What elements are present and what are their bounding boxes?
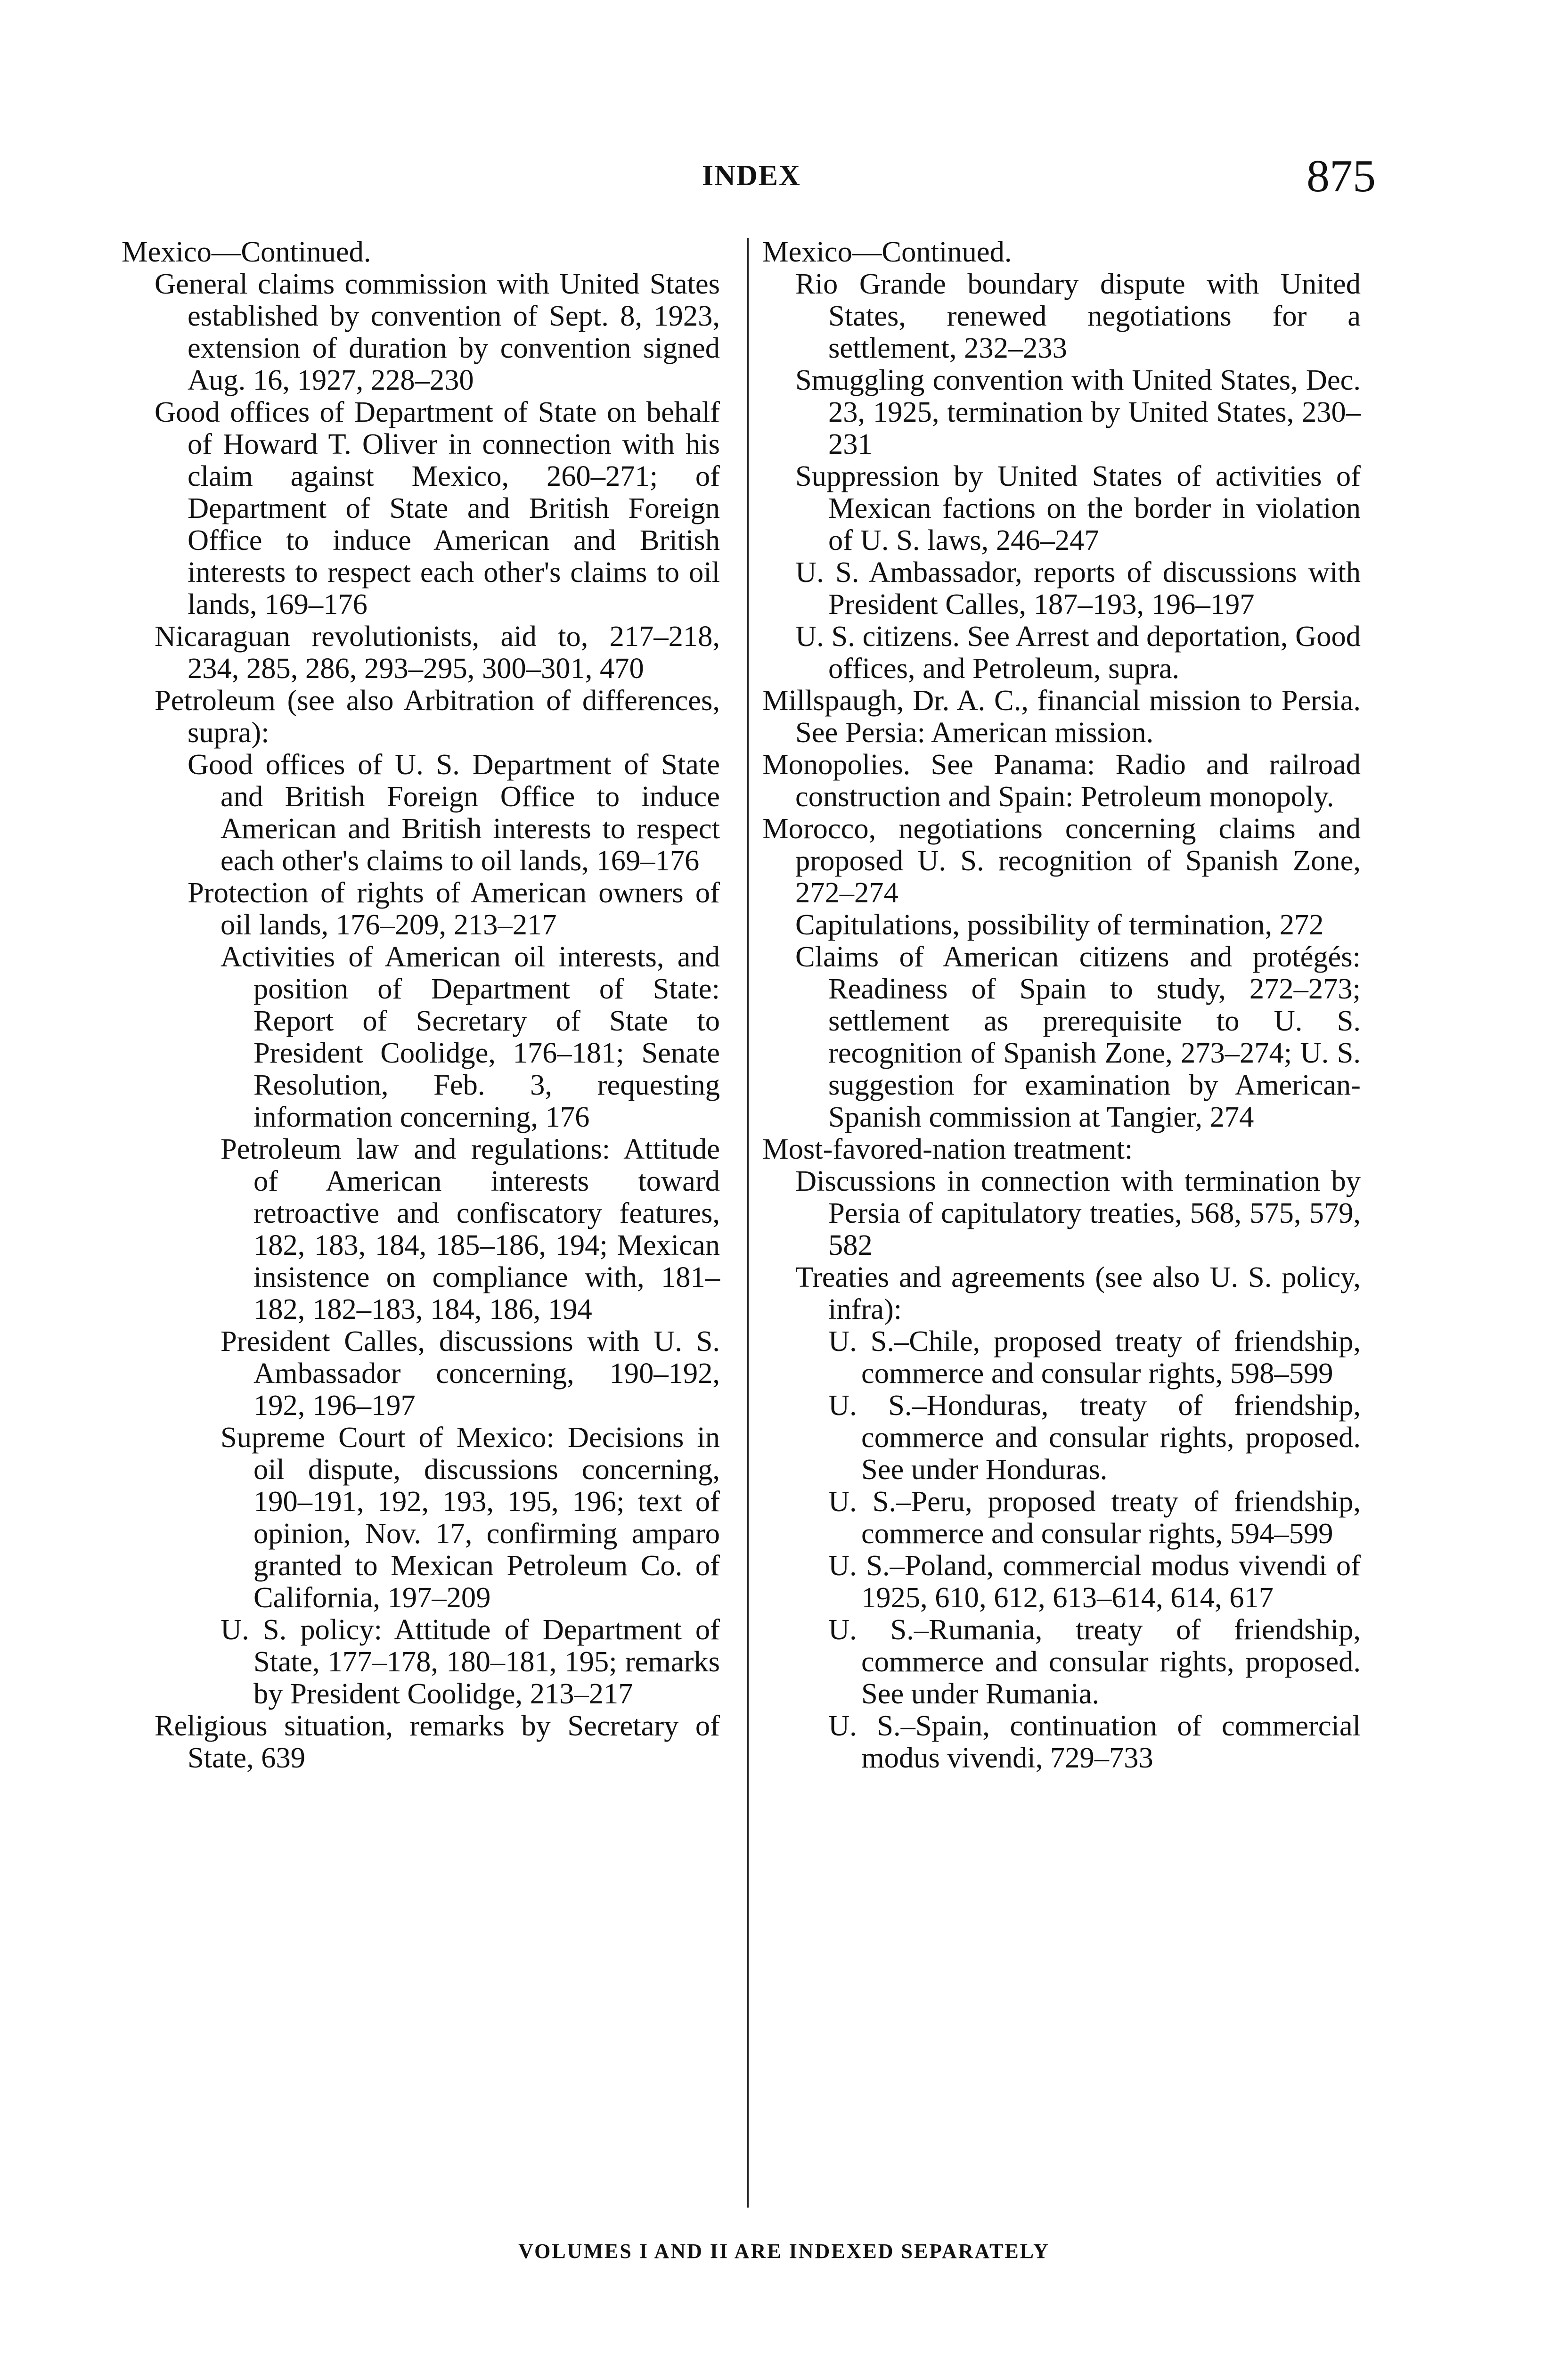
index-entry: General claims commission with United States established by convention of Sept. 8, 1923, extension of duration by convention signed Aug. 16, 1927, 228–230 — [155, 267, 720, 396]
index-entry: Petroleum law and regulations: Attitude of American interests toward retroactive and confiscatory features, 182, 183, 184, 185–186, 194; Mexican insistence on compliance with, 181–182, 182–183, 184, 186, 194 — [220, 1132, 720, 1325]
index-entry: Monopolies. See Panama: Radio and railroad construction and Spain: Petroleum monopoly. — [762, 748, 1361, 813]
index-entry: Most-favored-nation treatment: — [762, 1132, 1133, 1165]
index-entry: Petroleum (see also Arbitration of differences, supra): — [155, 684, 720, 749]
footer-note: VOLUMES I AND II ARE INDEXED SEPARATELY — [518, 2240, 1050, 2263]
index-entry: President Calles, discussions with U. S. Ambassador concerning, 190–192, 192, 196–197 — [220, 1325, 720, 1422]
index-entry: U. S.–Spain, continuation of commercial modus vivendi, 729–733 — [828, 1709, 1361, 1774]
index-entry: Claims of American citizens and protégés: Readiness of Spain to study, 272–273; settlement as prerequisite to U. S. recognition of Spanish Zone, 273–274; U. S. suggestion for examination by American-Spanish commission at Tangier, 274 — [795, 940, 1361, 1133]
index-entry: Good offices of Department of State on behalf of Howard T. Oliver in connection with his claim against Mexico, 260–271; of Department of State and British Foreign Office to induce American and British interests to respect each other's claims to oil lands, 169–176 — [155, 395, 720, 621]
index-entry: Treaties and agreements (see also U. S. policy, infra): — [795, 1260, 1361, 1325]
index-entry: U. S.–Honduras, treaty of friendship, commerce and consular rights, proposed. See under Honduras. — [828, 1389, 1361, 1486]
index-entry: U. S.–Rumania, treaty of friendship, commerce and consular rights, proposed. See under Rumania. — [828, 1613, 1361, 1710]
index-entry: U. S. citizens. See Arrest and deportation, Good offices, and Petroleum, supra. — [795, 620, 1361, 685]
running-title: INDEX — [702, 160, 801, 192]
index-entry: Good offices of U. S. Department of State and British Foreign Office to induce American and British interests to respect each other's claims to oil lands, 169–176 — [188, 748, 720, 877]
left-index-column — [122, 236, 720, 1774]
index-entry: Protection of rights of American owners of oil lands, 176–209, 213–217 — [188, 876, 720, 941]
page-number: 875 — [1307, 151, 1376, 202]
index-entry: U. S. Ambassador, reports of discussions with President Calles, 187–193, 196–197 — [795, 556, 1361, 621]
index-entry: Rio Grande boundary dispute with United States, renewed negotiations for a settlement, 232–233 — [795, 267, 1361, 364]
index-entry: U. S. policy: Attitude of Department of State, 177–178, 180–181, 195; remarks by President Coolidge, 213–217 — [220, 1613, 720, 1710]
index-entry: Mexico—Continued. — [122, 235, 371, 268]
column-divider — [747, 238, 749, 2208]
index-entry: Morocco, negotiations concerning claims and proposed U. S. recognition of Spanish Zone, 272–274 — [762, 812, 1361, 909]
index-entry: Discussions in connection with termination by Persia of capitulatory treaties, 568, 575, 579, 582 — [795, 1164, 1361, 1261]
index-entry: Millspaugh, Dr. A. C., financial mission to Persia. See Persia: American mission. — [762, 684, 1361, 749]
index-entry: Nicaraguan revolutionists, aid to, 217–218, 234, 285, 286, 293–295, 300–301, 470 — [155, 620, 720, 685]
running-head — [660, 150, 1376, 206]
right-index-column — [762, 236, 1361, 1774]
index-entry: Religious situation, remarks by Secretary of State, 639 — [155, 1709, 720, 1774]
index-entry: Supreme Court of Mexico: Decisions in oil dispute, discussions concerning, 190–191, 192, 193, 195, 196; text of opinion, Nov. 17, confirming amparo granted to Mexican Petroleum Co. of California, 197–209 — [220, 1421, 720, 1614]
index-entry: Capitulations, possibility of termination, 272 — [795, 908, 1324, 941]
index-entry: U. S.–Poland, commercial modus vivendi of 1925, 610, 612, 613–614, 614, 617 — [828, 1549, 1361, 1614]
index-entry: U. S.–Peru, proposed treaty of friendship, commerce and consular rights, 594–599 — [828, 1485, 1361, 1550]
index-entry: Mexico—Continued. — [762, 235, 1012, 268]
index-entry: U. S.–Chile, proposed treaty of friendship, commerce and consular rights, 598–599 — [828, 1325, 1361, 1390]
index-entry: Smuggling convention with United States, Dec. 23, 1925, termination by United States, 230–231 — [795, 363, 1361, 460]
index-entry: Suppression by United States of activities of Mexican factions on the border in violation of U. S. laws, 246–247 — [795, 459, 1361, 556]
index-entry: Activities of American oil interests, and position of Department of State: Report of Secretary of State to President Coolidge, 176–181; Senate Resolution, Feb. 3, requesting information concerning, 176 — [220, 940, 720, 1133]
